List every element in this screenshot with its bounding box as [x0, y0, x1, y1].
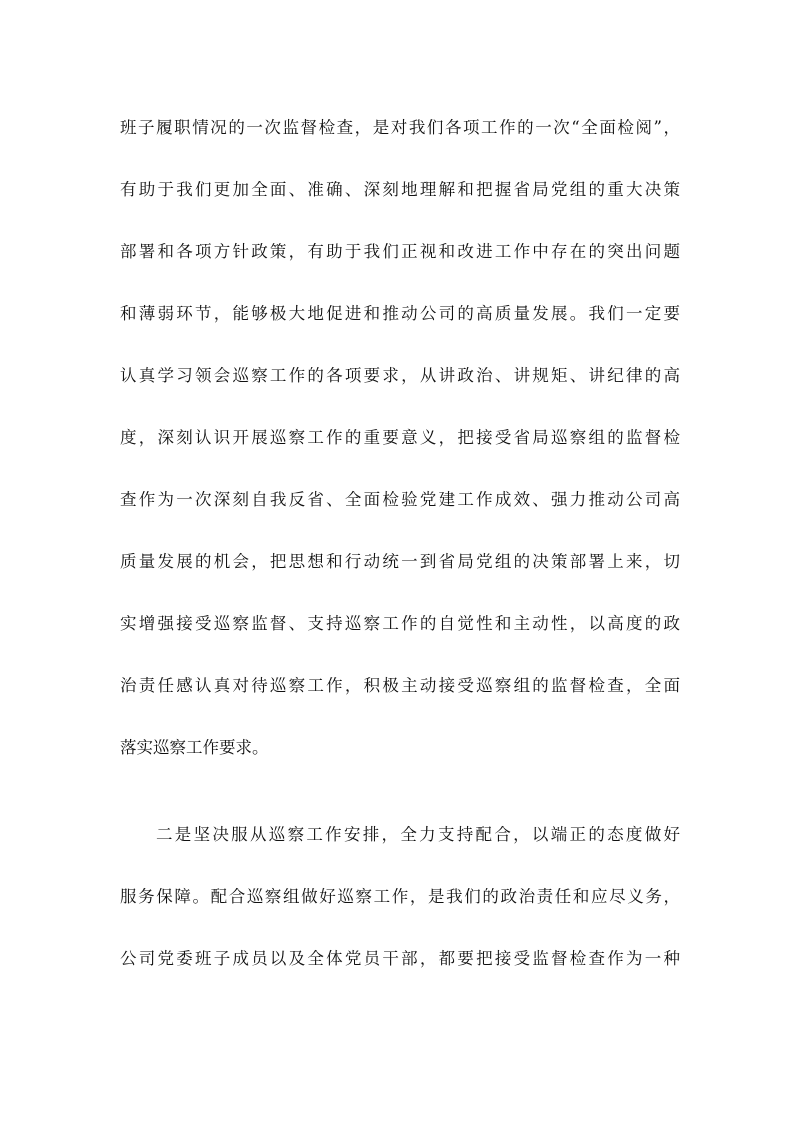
paragraph-2-line-2: 服务保障。配合巡察组做好巡察工作，是我们的政治责任和应尽义务， [120, 887, 680, 906]
paragraph-1-line-1: 班子履职情况的一次监督检查，是对我们各项工作的一次“全面检阅”， [120, 118, 680, 137]
paragraph-1-line-4: 和薄弱环节，能够极大地促进和推动公司的高质量发展。我们一定要 [120, 304, 680, 323]
paragraph-1-line-8: 质量发展的机会，把思想和行动统一到省局党组的决策部署上来，切 [120, 552, 680, 571]
paragraph-1-line-2: 有助于我们更加全面、准确、深刻地理解和把握省局党组的重大决策 [120, 180, 680, 199]
paragraph-1-line-5: 认真学习领会巡察工作的各项要求，从讲政治、讲规矩、讲纪律的高 [120, 366, 680, 385]
paragraph-2-line-1: 二是坚决服从巡察工作安排，全力支持配合，以端正的态度做好 [156, 825, 680, 844]
paragraph-1-line-11: 落实巡察工作要求。 [120, 738, 269, 757]
paragraph-1-line-9: 实增强接受巡察监督、支持巡察工作的自觉性和主动性，以高度的政 [120, 614, 680, 633]
paragraph-1-line-3: 部署和各项方针政策，有助于我们正视和改进工作中存在的突出问题 [120, 242, 680, 261]
paragraph-2-line-3: 公司党委班子成员以及全体党员干部，都要把接受监督检查作为一种 [120, 949, 680, 968]
paragraph-1-line-10: 治责任感认真对待巡察工作，积极主动接受巡察组的监督检查，全面 [120, 676, 680, 695]
paragraph-1-line-7: 查作为一次深刻自我反省、全面检验党建工作成效、强力推动公司高 [120, 490, 680, 509]
paragraph-1-line-6: 度，深刻认识开展巡察工作的重要意义，把接受省局巡察组的监督检 [120, 428, 680, 447]
